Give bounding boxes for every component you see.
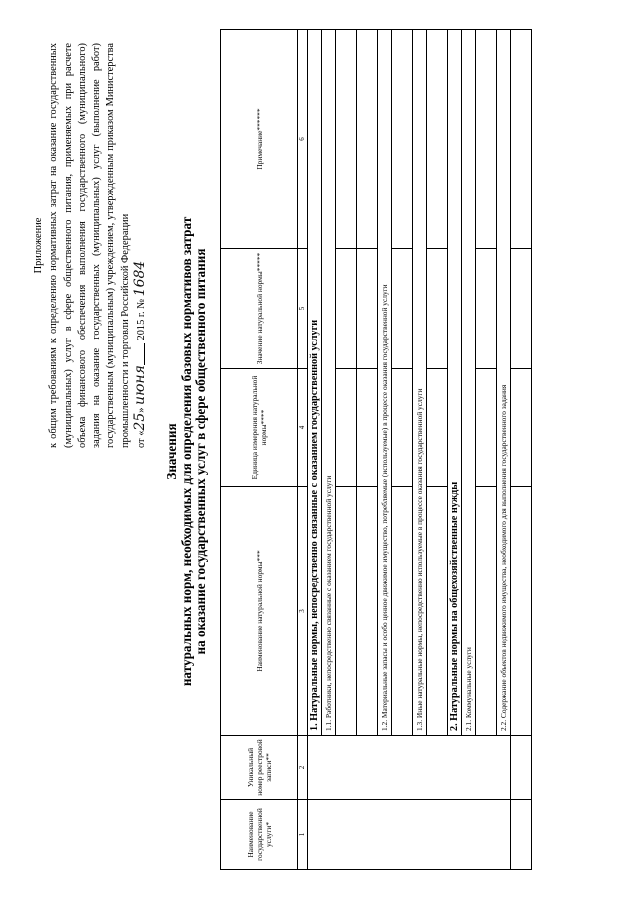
date-prefix: от « <box>136 430 148 448</box>
handwritten-order-number: 1684 <box>132 260 149 297</box>
service-name-cell <box>308 800 511 870</box>
header-norm-value: Значение натуральной нормы***** <box>221 249 298 369</box>
column-number: 5 <box>298 249 308 369</box>
subsection-1-2-title: 1.2. Материальные запасы и особо ценное движимое имущество, потребляемые (используемые) в процессе оказания государственной услуги <box>378 30 392 736</box>
rotated-document-page <box>20 25 620 878</box>
document-title <box>165 25 209 878</box>
date-underline <box>134 343 145 365</box>
date-year: 2015 г. № <box>136 298 148 341</box>
column-number: 3 <box>298 487 308 736</box>
natural-norms-table <box>220 29 532 870</box>
section-1-title: 1. Натуральные нормы, непосредственно связанные с оказанием государственной услуги <box>308 30 322 736</box>
order-date-line <box>133 43 149 448</box>
title-line-3: на оказание государственных услуг в сфере общественного питания <box>193 248 209 655</box>
column-number: 2 <box>298 736 308 800</box>
subsection-1-1-title: 1.1. Работники, непосредственно связанные с оказанием государственной услуги <box>322 30 336 736</box>
title-line-2: натуральных норм, необходимых для определения базовых нормативов затрат <box>178 216 194 687</box>
header-norm-name: Наименование натуральной нормы*** <box>221 487 298 736</box>
registry-number-cell <box>308 736 511 800</box>
column-number: 1 <box>298 800 308 870</box>
registry-number-cell <box>511 736 532 800</box>
appendix-title: Приложение <box>33 217 44 274</box>
subsection-1-3-title: 1.3. Иные натуральные нормы, непосредственно используемые в процессе оказания государственной услуги <box>413 30 427 736</box>
column-number: 4 <box>298 369 308 487</box>
table-row <box>511 30 532 870</box>
column-number: 6 <box>298 30 308 249</box>
date-quote: » <box>136 407 148 413</box>
column-number-row <box>298 30 308 870</box>
handwritten-day: 25 <box>132 412 149 431</box>
header-registry-number: Уникальный номер реестровой записи** <box>221 736 298 800</box>
table-header-row <box>221 30 298 870</box>
header-unit: Единица измерения натуральной нормы**** <box>221 369 298 487</box>
subsection-2-1-title: 2.1. Коммунальные услуги <box>462 30 476 736</box>
subsection-2-2-title: 2.2. Содержание объектов недвижимого имущества, необходимого для выполнения государственного задания <box>497 30 511 736</box>
handwritten-month: июня <box>132 365 149 405</box>
title-line-1: Значения <box>164 423 179 480</box>
header-note: Примечание****** <box>221 30 298 249</box>
header-service-name: Наименование государственной услуги* <box>221 800 298 870</box>
appendix-text: к общим требованиям к определению нормативных затрат на оказание государственных (муниципальных) услуг в сфере общественного питания, применяемых при расчете объема финансового обеспечения выполнения государственного (муниципального) задания на оказание государственных (муниципальных) услуг (выполнение работ) государственным (муниципальным) учреждением, утвержденным приказом Министерства промышленности и торговли Российской Федерации <box>48 43 131 448</box>
service-name-cell <box>511 800 532 870</box>
section-1-row <box>308 30 322 870</box>
appendix-header <box>32 43 149 448</box>
section-2-title: 2. Натуральные нормы на общехозяйственные нужды <box>448 30 462 736</box>
